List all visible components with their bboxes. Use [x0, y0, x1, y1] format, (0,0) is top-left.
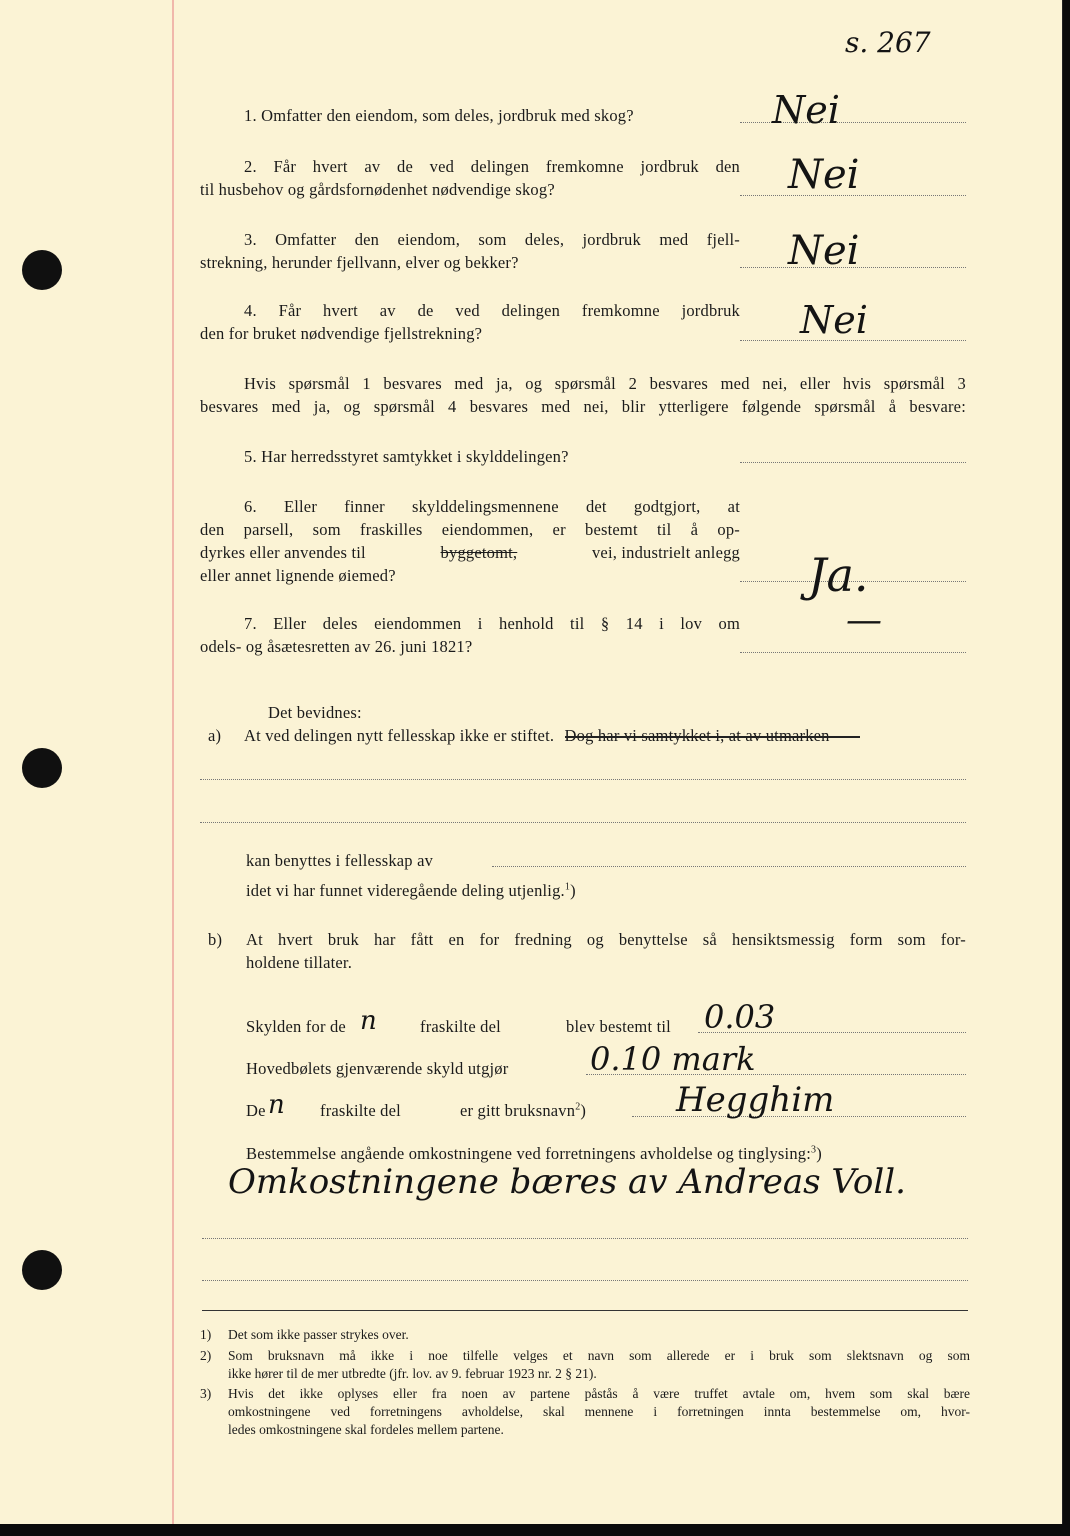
footnote-1: [0, 1327, 1062, 1347]
item-a-label: a): [208, 726, 222, 745]
question-1: 1. Omfatter den eiendom, som deles, jordbruk med skog?: [244, 106, 634, 125]
question-3-line-2: strekning, herunder fjellvann, elver og bekker?: [200, 253, 519, 272]
item-a-statement: At ved delingen nytt fellesskap ikke er stiftet.: [244, 726, 555, 745]
name-label-c-text: er gitt bruksnavn: [460, 1101, 576, 1120]
name-hand-n: n: [268, 1090, 285, 1120]
name-label-c: er gitt bruksnavn$^2$): [460, 1101, 587, 1120]
footnote-ref: 1: [564, 881, 571, 893]
bruksnavn-value: Hegghim: [676, 1080, 835, 1120]
answer-1: Nei: [772, 88, 840, 132]
footnote-3: [0, 1386, 1062, 1446]
item-b-line-2: holdene tillater.: [246, 953, 353, 972]
punch-hole: [22, 250, 62, 290]
costs-value: Omkostningene bæres av Andreas Voll.: [228, 1162, 906, 1202]
footnote-3-line-3: ledes omkostningene skal fordeles mellem partene.: [228, 1422, 504, 1437]
answer-4: Nei: [800, 298, 868, 342]
item-a-struck: Dog har vi samtykket i, at av utmarken: [564, 726, 830, 745]
margin-rule: [172, 0, 174, 1524]
blank-line: [200, 822, 966, 823]
footnote-separator: [202, 1310, 968, 1311]
footnote-3-line-2: omkostningene ved forretningens avholdelse, skal mennene i forretningen innta bestemmelse om, hvor-: [228, 1404, 970, 1419]
footnote-2: [0, 1348, 1062, 1388]
question-3-line-1: 3. Omfatter den eiendom, som deles, jordbruk med fjell-: [244, 230, 740, 249]
answer-3: Nei: [788, 228, 860, 274]
question-5: 5. Har herredsstyret samtykket i skylddelingen?: [244, 447, 569, 466]
footnote-3-line-1: Hvis det ikke oplyses eller fra noen av partene påstås å være truffet avtale om, hvem som skal bære: [228, 1386, 970, 1401]
skyld-label-a: Skylden for de: [246, 1017, 346, 1036]
question-7-line-2: odels- og åsætesretten av 26. juni 1821?: [200, 637, 473, 656]
footnote-3-num: 3): [200, 1386, 212, 1401]
question-6-line-3-a: dyrkes eller anvendes til: [200, 543, 366, 562]
blank-line: [202, 1280, 968, 1281]
question-4-line-2: den for bruket nødvendige fjellstrekning?: [200, 324, 483, 343]
item-b-line-1: At hvert bruk har fått en for fredning og benyttelse så hensiktsmessig form som for-: [246, 930, 966, 949]
footnote-ref: 3: [811, 1144, 817, 1156]
name-label-b: fraskilte del: [320, 1101, 401, 1120]
item-a-cont-1: kan benyttes i fellesskap av: [246, 851, 434, 870]
skyld-value: 0.03: [704, 998, 776, 1036]
question-7-line-1: 7. Eller deles eiendommen i henhold til § 14 i lov om: [244, 614, 740, 633]
name-label-a: De: [246, 1101, 266, 1120]
footnote-ref: 2: [575, 1101, 581, 1113]
instruction-line-2: besvares med ja, og spørsmål 4 besvares med nei, blir ytterligere følgende spørsmål å besvare:: [200, 397, 966, 416]
footnote-1-num: 1): [200, 1327, 212, 1342]
page-number: s. 267: [845, 26, 931, 59]
costs-label-text: Bestemmelse angående omkostningene ved forretningens avholdelse og tinglysing:: [246, 1144, 812, 1163]
item-b-label: b): [208, 930, 223, 949]
blank-line: [200, 779, 966, 780]
remaining-label: Hovedbølets gjenværende skyld utgjør: [246, 1059, 509, 1078]
remaining-value: 0.10 mark: [590, 1040, 756, 1078]
answer-7: —: [846, 600, 882, 641]
question-6-line-2: den parsell, som fraskilles eiendommen, er bestemt til å op-: [200, 520, 740, 539]
punch-hole: [22, 1250, 62, 1290]
item-a-cont-2: idet vi har funnet videregående deling utjenlig.$^1$): [246, 881, 576, 900]
skyld-label-c: blev bestemt til: [566, 1017, 671, 1036]
question-2-line-2: til husbehov og gårdsfornødenhet nødvendige skog?: [200, 180, 555, 199]
blank-line: [492, 866, 966, 867]
blank-line: [202, 1238, 968, 1239]
item-a-cont-2-text: idet vi har funnet videregående deling utjenlig.: [246, 881, 565, 900]
footnote-2-line-1: Som bruksnavn må ikke i noe tilfelle velges et navn som allerede er i bruk som slektsnavn og som: [228, 1348, 970, 1363]
question-6-line-3: [200, 543, 740, 563]
question-2-line-1: 2. Får hvert av de ved delingen fremkomne jordbruk den: [244, 157, 740, 176]
footnote-2-line-2: ikke hører til de mer utbredte (jfr. lov. av 9. februar 1923 nr. 2 § 21).: [228, 1366, 597, 1381]
question-4-line-1: 4. Får hvert av de ved delingen fremkomne jordbruk: [244, 301, 740, 320]
item-a-text: [244, 726, 830, 746]
instruction-line-1: Hvis spørsmål 1 besvares med ja, og spørsmål 2 besvares med nei, eller hvis spørsmål 3: [244, 374, 966, 393]
footnote-2-num: 2): [200, 1348, 212, 1363]
question-6-line-4: eller annet lignende øiemed?: [200, 566, 396, 585]
footnote-1-line-1: Det som ikke passer strykes over.: [228, 1327, 409, 1342]
question-6-line-1: 6. Eller finner skylddelingsmennene det godtgjort, at: [244, 497, 740, 516]
skyld-label-b: fraskilte del: [420, 1017, 501, 1036]
punch-hole: [22, 748, 62, 788]
answer-line: [740, 462, 966, 463]
question-6-line-3-b: vei, industrielt anlegg: [591, 543, 740, 562]
answer-6: Ja.: [808, 548, 869, 602]
skyld-hand-n: n: [360, 1006, 377, 1036]
answer-2: Nei: [788, 152, 860, 198]
bevidnes-heading: Det bevidnes:: [268, 703, 362, 722]
struck-word: byggetomt,: [440, 543, 518, 562]
answer-line: [740, 652, 966, 653]
costs-label: Bestemmelse angående omkostningene ved forretningens avholdelse og tinglysing:$^3$): [246, 1144, 822, 1163]
